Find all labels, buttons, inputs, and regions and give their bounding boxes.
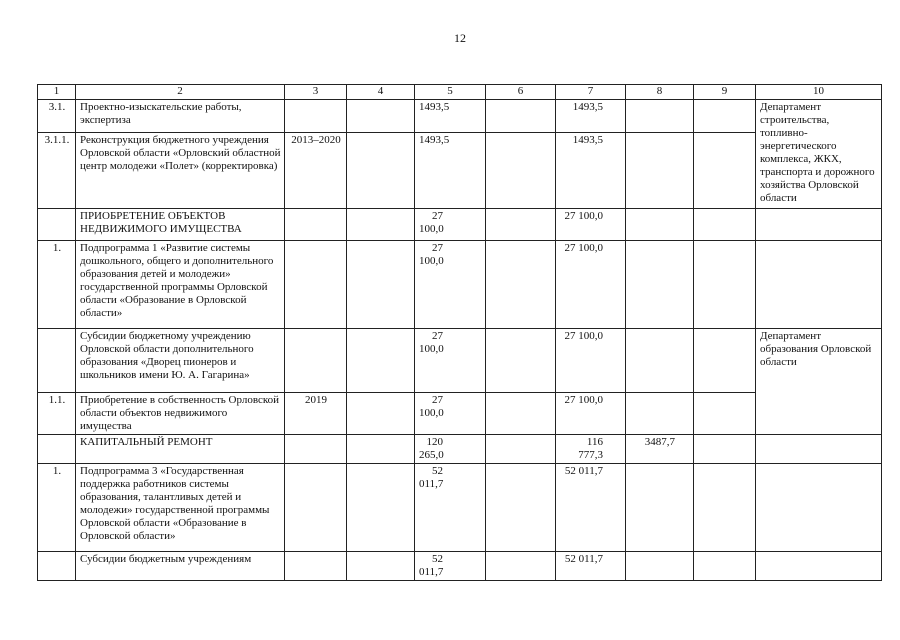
- row-responsible: Департамент строительства, топливно-энергетического комплекса, ЖКХ, транспорта и дорожного хозяйства Орловской области: [756, 100, 882, 209]
- row-cell-8: [626, 209, 694, 241]
- row-code: [38, 552, 76, 581]
- row-cell-4: [347, 464, 415, 552]
- row-cell-4: [347, 209, 415, 241]
- row-name: Субсидии бюджетному учреждению Орловской области дополнительного образования «Дворец пионеров и школьников имени Ю. А. Гагарина»: [76, 329, 285, 393]
- row-name: Подпрограмма 3 «Государственная поддержка работников системы образования, талантливых детей и молодежи» государственной программы Орловской области «Образование в Орловской области»: [76, 464, 285, 552]
- table-row: [38, 435, 882, 464]
- row-cell-5: 120 265,0: [415, 435, 486, 464]
- row-cell-9: [694, 241, 756, 329]
- column-header: 6: [486, 85, 556, 100]
- row-period: [285, 329, 347, 393]
- row-responsible: Департамент образования Орловской области: [756, 329, 882, 435]
- row-period: [285, 100, 347, 133]
- row-cell-5: 1493,5: [415, 133, 486, 209]
- table-row: [38, 209, 882, 241]
- row-period: [285, 464, 347, 552]
- row-period: 2013–2020: [285, 133, 347, 209]
- column-header: 1: [38, 85, 76, 100]
- row-name: КАПИТАЛЬНЫЙ РЕМОНТ: [76, 435, 285, 464]
- row-name: Субсидии бюджетным учреждениям: [76, 552, 285, 581]
- row-cell-8: [626, 552, 694, 581]
- table-row: [38, 552, 882, 581]
- row-cell-6: [486, 209, 556, 241]
- row-cell-9: [694, 100, 756, 133]
- row-cell-9: [694, 552, 756, 581]
- row-cell-4: [347, 435, 415, 464]
- row-cell-8: 3487,7: [626, 435, 694, 464]
- row-cell-9: [694, 133, 756, 209]
- row-responsible: [756, 464, 882, 552]
- row-period: [285, 435, 347, 464]
- row-cell-6: [486, 241, 556, 329]
- row-cell-5: 1493,5: [415, 100, 486, 133]
- row-cell-9: [694, 435, 756, 464]
- row-cell-6: [486, 393, 556, 435]
- column-header: 2: [76, 85, 285, 100]
- row-responsible: [756, 209, 882, 241]
- row-name: ПРИОБРЕТЕНИЕ ОБЪЕКТОВ НЕДВИЖИМОГО ИМУЩЕСТВА: [76, 209, 285, 241]
- row-cell-8: [626, 100, 694, 133]
- row-cell-7: 1493,5: [556, 100, 626, 133]
- row-code: 3.1.: [38, 100, 76, 133]
- row-cell-7: 52 011,7: [556, 464, 626, 552]
- row-cell-4: [347, 552, 415, 581]
- table-header-row: [38, 85, 882, 100]
- row-cell-7: 27 100,0: [556, 209, 626, 241]
- row-cell-7: 27 100,0: [556, 329, 626, 393]
- column-header: 3: [285, 85, 347, 100]
- row-cell-6: [486, 329, 556, 393]
- row-cell-9: [694, 393, 756, 435]
- row-cell-8: [626, 133, 694, 209]
- budget-table: [37, 84, 882, 581]
- row-cell-5: 27 100,0: [415, 241, 486, 329]
- row-cell-7: 27 100,0: [556, 241, 626, 329]
- row-cell-8: [626, 393, 694, 435]
- table-row: [38, 241, 882, 329]
- row-cell-4: [347, 329, 415, 393]
- row-responsible: [756, 435, 882, 464]
- table-row: [38, 100, 882, 133]
- row-code: 1.1.: [38, 393, 76, 435]
- row-cell-8: [626, 464, 694, 552]
- row-cell-7: 116 777,3: [556, 435, 626, 464]
- row-name: Реконструкция бюджетного учреждения Орловской области «Орловский областной центр молодежи «Полет» (корректировка): [76, 133, 285, 209]
- row-period: [285, 241, 347, 329]
- column-header: 5: [415, 85, 486, 100]
- table-row: [38, 393, 882, 435]
- row-name: Приобретение в собственность Орловской области объектов недвижимого имущества: [76, 393, 285, 435]
- row-code: 3.1.1.: [38, 133, 76, 209]
- row-cell-6: [486, 100, 556, 133]
- row-cell-8: [626, 329, 694, 393]
- page-number: 12: [454, 31, 466, 45]
- table-row: [38, 133, 882, 209]
- row-code: [38, 435, 76, 464]
- row-period: [285, 209, 347, 241]
- column-header: 10: [756, 85, 882, 100]
- table-row: [38, 464, 882, 552]
- row-cell-6: [486, 133, 556, 209]
- column-header: 7: [556, 85, 626, 100]
- column-header: 4: [347, 85, 415, 100]
- row-code: 1.: [38, 464, 76, 552]
- row-cell-6: [486, 464, 556, 552]
- row-code: 1.: [38, 241, 76, 329]
- table-row: [38, 329, 882, 393]
- column-header: 8: [626, 85, 694, 100]
- row-cell-6: [486, 435, 556, 464]
- row-cell-4: [347, 241, 415, 329]
- row-cell-5: 27 100,0: [415, 393, 486, 435]
- row-cell-5: 52 011,7: [415, 552, 486, 581]
- row-cell-5: 52 011,7: [415, 464, 486, 552]
- row-name: Подпрограмма 1 «Развитие системы дошкольного, общего и дополнительного образования детей и молодежи» государственной программы Орловской области «Образование в Орловской области»: [76, 241, 285, 329]
- row-cell-9: [694, 209, 756, 241]
- row-responsible: [756, 552, 882, 581]
- row-code: [38, 209, 76, 241]
- row-period: 2019: [285, 393, 347, 435]
- row-period: [285, 552, 347, 581]
- row-code: [38, 329, 76, 393]
- column-header: 9: [694, 85, 756, 100]
- row-cell-4: [347, 393, 415, 435]
- row-cell-7: 1493,5: [556, 133, 626, 209]
- row-name: Проектно-изыскательские работы, экспертиза: [76, 100, 285, 133]
- row-cell-6: [486, 552, 556, 581]
- row-responsible: [756, 241, 882, 329]
- row-cell-9: [694, 329, 756, 393]
- row-cell-5: 27 100,0: [415, 209, 486, 241]
- row-cell-7: 52 011,7: [556, 552, 626, 581]
- row-cell-9: [694, 464, 756, 552]
- row-cell-5: 27 100,0: [415, 329, 486, 393]
- row-cell-4: [347, 100, 415, 133]
- row-cell-4: [347, 133, 415, 209]
- row-cell-7: 27 100,0: [556, 393, 626, 435]
- row-cell-8: [626, 241, 694, 329]
